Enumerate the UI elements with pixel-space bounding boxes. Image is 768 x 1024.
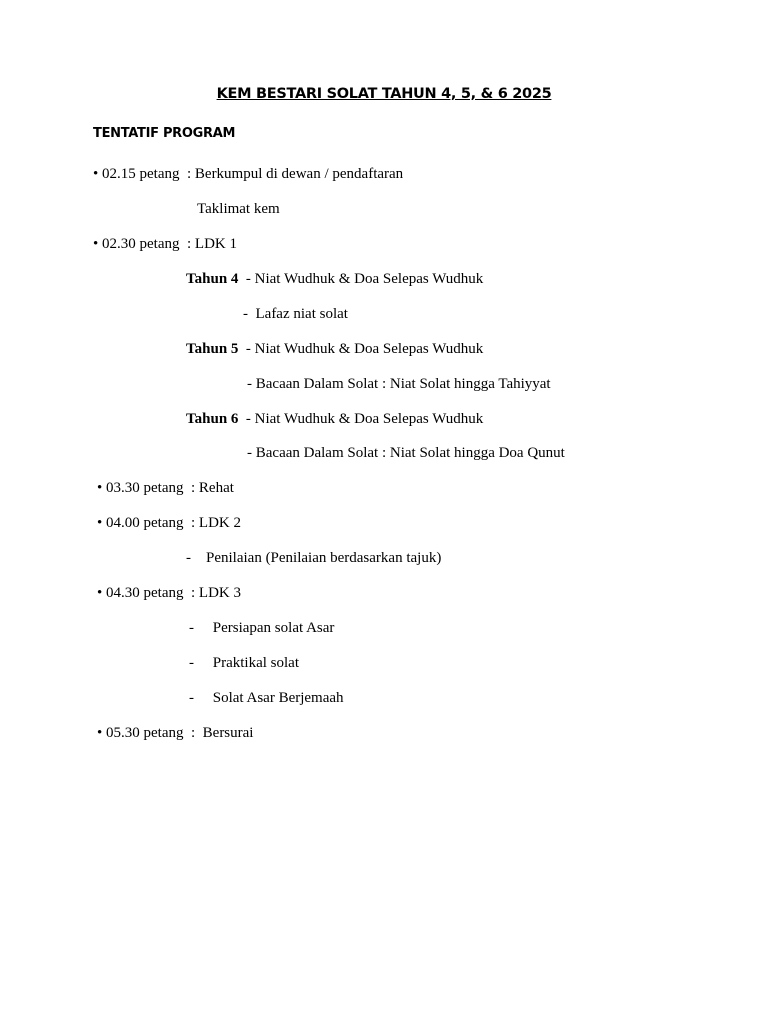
schedule-item: • 04.30 petang : LDK 3 bbox=[97, 585, 241, 601]
activity-text: - Niat Wudhuk & Doa Selepas Wudhuk bbox=[238, 271, 484, 287]
schedule-subitem bbox=[186, 270, 483, 288]
schedule-item: • 02.30 petang : LDK 1 bbox=[93, 236, 237, 252]
schedule-subitem bbox=[186, 340, 483, 358]
year-label: Tahun 4 bbox=[186, 271, 239, 287]
year-label: Tahun 5 bbox=[186, 341, 239, 357]
schedule-subitem: - Praktikal solat bbox=[189, 655, 299, 671]
schedule-subitem: - Bacaan Dalam Solat : Niat Solat hingga Doa Qunut bbox=[247, 445, 565, 461]
schedule-subitem: - Bacaan Dalam Solat : Niat Solat hingga Tahiyyat bbox=[247, 376, 551, 392]
schedule-item: • 03.30 petang : Rehat bbox=[97, 480, 234, 496]
schedule-subitem bbox=[186, 410, 483, 428]
document-title: KEM BESTARI SOLAT TAHUN 4, 5, & 6 2025 bbox=[216, 86, 552, 102]
schedule-subitem: - Persiapan solat Asar bbox=[189, 620, 335, 636]
schedule-subitem: - Solat Asar Berjemaah bbox=[189, 690, 344, 706]
activity-text: - Niat Wudhuk & Doa Selepas Wudhuk bbox=[238, 341, 484, 357]
schedule-item: • 05.30 petang : Bersurai bbox=[97, 725, 254, 741]
year-label: Tahun 6 bbox=[186, 411, 239, 427]
section-heading: TENTATIF PROGRAM bbox=[93, 126, 236, 141]
activity-text: - Niat Wudhuk & Doa Selepas Wudhuk bbox=[238, 411, 484, 427]
schedule-item: • 04.00 petang : LDK 2 bbox=[97, 515, 241, 531]
schedule-subitem: Taklimat kem bbox=[197, 201, 280, 217]
schedule-item: • 02.15 petang : Berkumpul di dewan / pendaftaran bbox=[93, 166, 404, 182]
schedule-subitem: - Penilaian (Penilaian berdasarkan tajuk) bbox=[186, 550, 442, 566]
schedule-subitem: - Lafaz niat solat bbox=[243, 306, 348, 322]
